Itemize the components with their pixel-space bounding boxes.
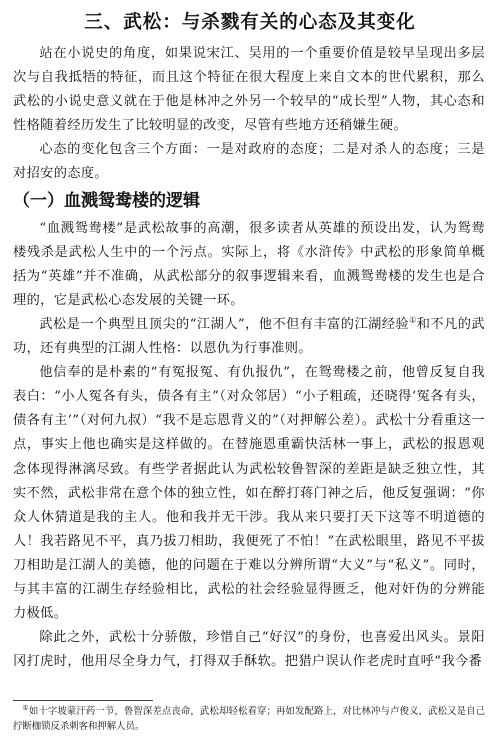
footnote (13, 704, 485, 734)
footnote-reference[interactable]: ① (409, 315, 417, 325)
main-paragraph-4 (13, 626, 485, 674)
intro-paragraph-2: 心态的变化包含三个方面：一是对政府的态度；二是对杀人的态度；三是对招安的态度。 (13, 142, 485, 182)
paragraph-text: 除此之外，武松十分骄傲，珍惜自己“好汉”的身份，也喜爱出风头。景阳冈打虎时，他用尽全身力气，打得双手酥软。把猎户误认作老虎时直呼“我今番 (13, 630, 485, 670)
paragraph-text: 他信奉的是朴素的“有冤报冤、有仇报仇”，在鸳鸯楼之前，他曾反复自我表白：“小人冤各有头，债各有主”（对众邻居）“小子粗疏，还晓得‘冤各有头，债各有主’”（对何九叔）“我不是忘恩背义的”（对押解公差）。武松十分看重这一点，事实上他也确实是这样做的。在替施恩重霸快活林一事上，武松的报恩观念体现得淋漓尽致。有些学者据此认为武松较鲁智深的差距是缺乏独立性，其实不然，武松非常在意个体的独立性，如在醉打蒋门神之后，他反复强调：“你众人休猜道是我的主人。他和我并无干涉。我从来只要打天下这等不明道德的人！我若路见不平，真乃拔刀相助，我便死了不怕！”在武松眼里，路见不平拔刀相助是江湖人的美德，他的问题在于难以分辨所谓“大义”与“私义”。同时，与其丰富的江湖生存经验相比，武松的社会经验显得匮乏，他对奸伪的分辨能力极低。 (13, 365, 485, 622)
body-text (13, 42, 485, 674)
intro-paragraph-1: 站在小说史的角度，如果说宋江、吴用的一个重要价值是较早呈现出多层次与自我抵牾的特征，而且这个特征在很大程度上来自文本的世代累积，那么武松的小说史意义就在于他是林冲之外另一个较早的“成长型”人物，其心态和性格随着经历发生了比较明显的改变，尽管有些地方还稍嫌生硬。 (13, 46, 485, 134)
main-paragraph-3 (13, 361, 485, 626)
main-paragraph-2 (13, 313, 485, 361)
subsection-title: （一）血溅鸳鸯楼的逻辑 (13, 190, 200, 211)
section-title: 三、武松：与杀戮有关的心态及其变化 (84, 12, 416, 33)
footnote-divider (13, 700, 153, 701)
footnote-text: 如十字坡蒙汗药一节，鲁智深差点丧命，武松却轻松看穿；再如发配路上，对比林冲与卢俊义，武松又是自己拧断枷锁反杀刺客和押解人员。 (13, 706, 485, 732)
paragraph-text-continued: 和不凡的武功，还有典型的江湖人性格：以恩仇为行事准则。 (13, 316, 486, 357)
main-paragraph-1 (13, 217, 485, 313)
paragraph-text: “血溅鸳鸯楼”是武松故事的高潮，很多读者从英雄的预设出发，认为鸳鸯楼残杀是武松人生中的一个污点。实际上，将《水浒传》中武松的形象简单概括为“英雄”并不准确，从武松部分的叙事逻辑来看，血溅鸳鸯楼的发生也是合理的，它是武松心态发展的关键一环。 (13, 220, 485, 308)
footnote-mark: ① (22, 703, 29, 712)
paragraph-text: 武松是一个典型且顶尖的“江湖人”，他不但有丰富的江湖经验 (39, 316, 410, 332)
